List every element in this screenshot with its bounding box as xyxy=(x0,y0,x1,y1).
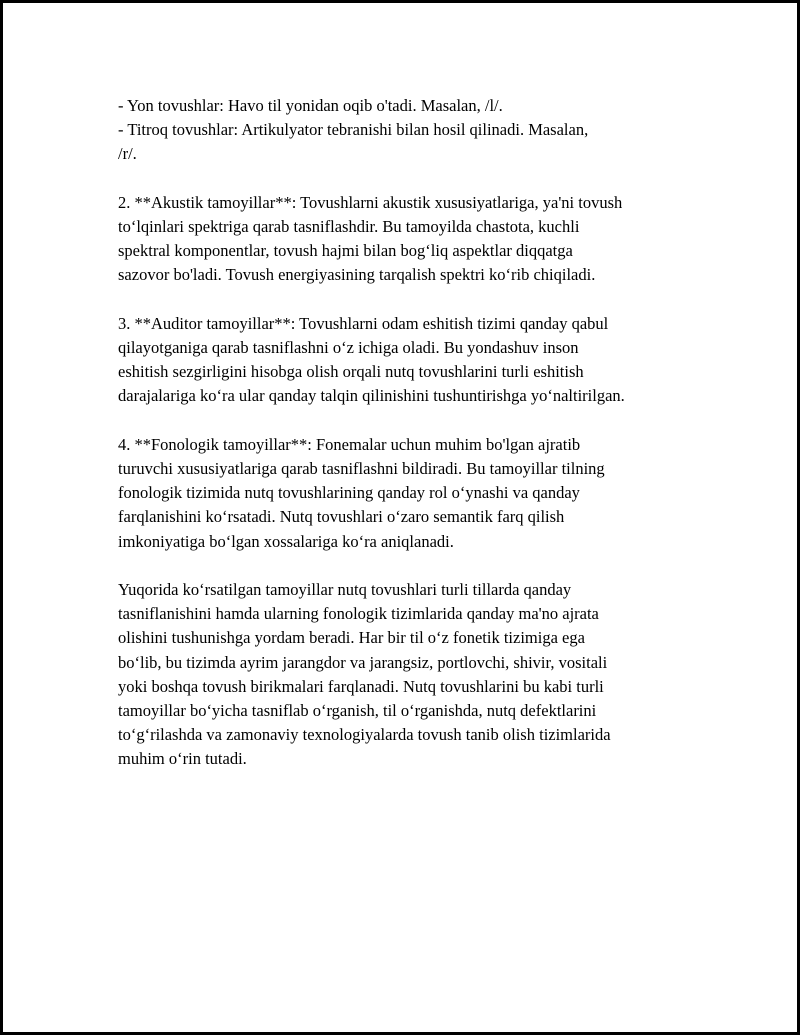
text-line: qilayotganiga qarab tasniflashni o‘z ichiga oladi. Bu yondashuv inson xyxy=(118,338,579,357)
text-line: - Yon tovushlar: Havo til yonidan oqib o'tadi. Masalan, /l/. xyxy=(118,96,503,115)
text-line: tamoyillar bo‘yicha tasniflab o‘rganish, til o‘rganishda, nutq defektlarini xyxy=(118,701,597,721)
text-line: - Titroq tovushlar: Artikulyator tebranishi bilan hosil qilinadi. Masalan, xyxy=(118,120,589,140)
text-line: to‘g‘rilashda va zamonaviy texnologiyalarda tovush tanib olish tizimlarida xyxy=(118,725,611,745)
text-line: 2. **Akustik tamoyillar**: Tovushlarni akustik xususiyatlariga, ya'ni tovush xyxy=(118,192,623,212)
text-line: 3. **Auditor tamoyillar**: Tovushlarni odam eshitish tizimi qanday qabul xyxy=(118,313,609,333)
text-line: farqlanishini ko‘rsatadi. Nutq tovushlari o‘zaro semantik farq qilish xyxy=(118,507,565,527)
text-line: imkoniyatiga bo‘lgan xossalariga ko‘ra aniqlanadi. xyxy=(118,531,454,551)
text-line: /r/. xyxy=(118,144,137,164)
text-line: turuvchi xususiyatlariga qarab tasniflashni bildiradi. Bu tamoyillar tilning xyxy=(118,459,605,478)
paragraph-auditor xyxy=(118,312,688,409)
paragraph-conclusion xyxy=(118,578,688,772)
text-line: eshitish sezgirligini hisobga olish orqali nutq tovushlarini turli eshitish xyxy=(118,362,584,382)
document-body xyxy=(118,94,688,772)
text-line: spektral komponentlar, tovush hajmi bilan bog‘liq aspektlar diqqatga xyxy=(118,241,573,261)
text-line: sazovor bo'ladi. Tovush energiyasining tarqalish spektri ko‘rib chiqiladi. xyxy=(118,265,596,285)
text-line: 4. **Fonologik tamoyillar**: Fonemalar uchun muhim bo'lgan ajratib xyxy=(118,434,581,454)
text-line: tasniflanishini hamda ularning fonologik tizimlarida qanday ma'no ajrata xyxy=(118,604,599,624)
paragraph-fonologik xyxy=(118,433,688,554)
text-line: darajalariga ko‘ra ular qanday talqin qilinishini tushuntirishga yo‘naltirilgan. xyxy=(118,386,625,406)
text-line: muhim o‘rin tutadi. xyxy=(118,749,247,769)
text-line: fonologik tizimida nutq tovushlarining qanday rol o‘ynashi va qanday xyxy=(118,483,580,503)
text-line: olishini tushunishga yordam beradi. Har bir til o‘z fonetik tizimiga ega xyxy=(118,628,585,648)
text-line: to‘lqinlari spektriga qarab tasniflashdir. Bu tamoyilda chastota, kuchli xyxy=(118,217,580,236)
text-line: Yuqorida ko‘rsatilgan tamoyillar nutq tovushlari turli tillarda qanday xyxy=(118,580,572,599)
text-line: bo‘lib, bu tizimda ayrim jarangdor va jarangsiz, portlovchi, shivir, vositali xyxy=(118,652,608,672)
paragraph-akustik xyxy=(118,191,688,288)
text-line: yoki boshqa tovush birikmalari farqlanadi. Nutq tovushlarini bu kabi turli xyxy=(118,676,604,696)
